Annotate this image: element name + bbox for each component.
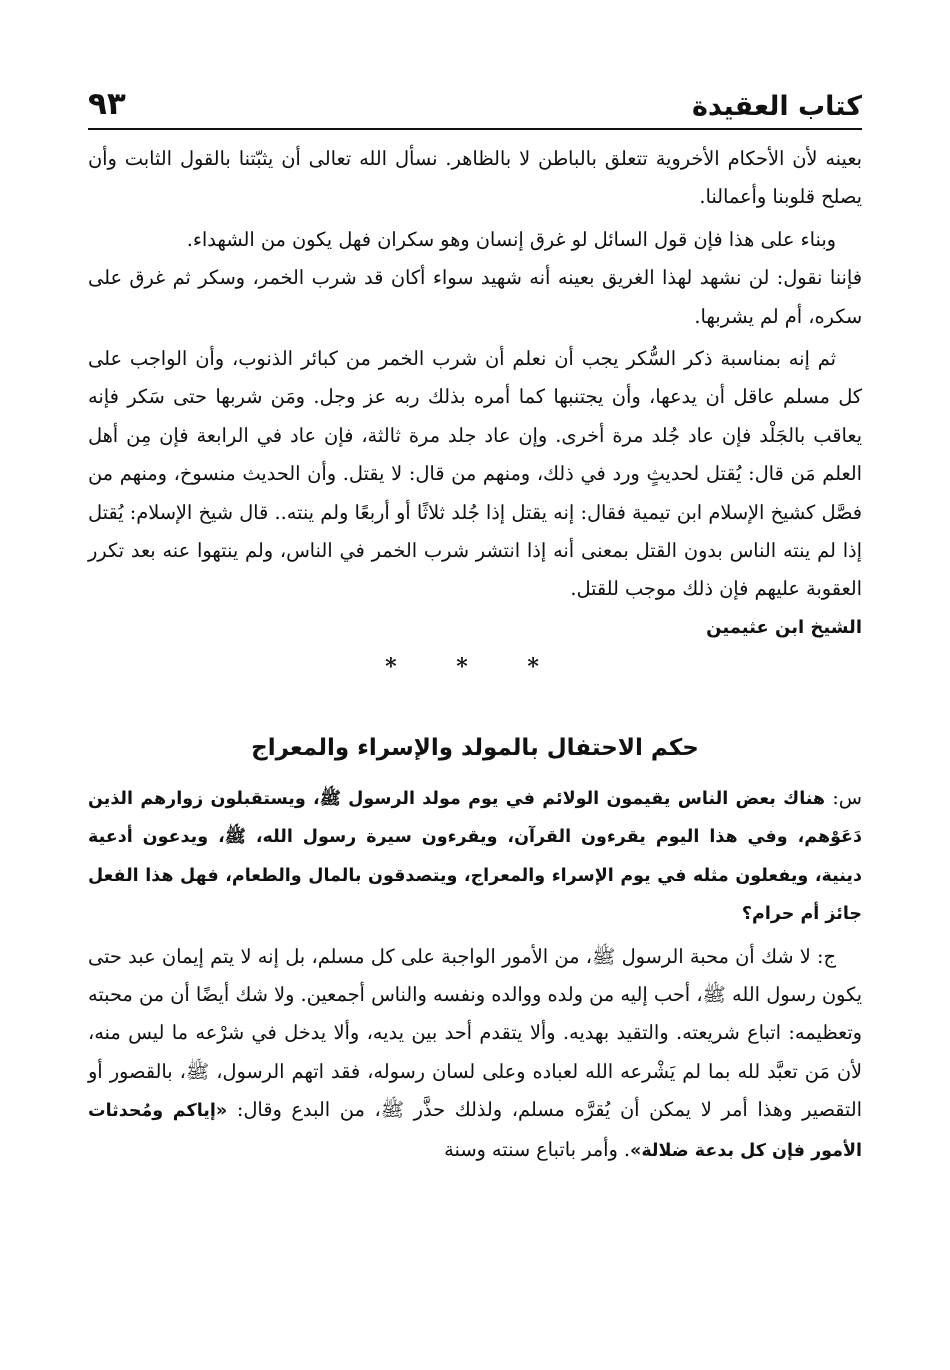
answer-text-continued: . وأمر باتباع سنته وسنة: [444, 1137, 631, 1161]
paragraph-1: بعينه لأن الأحكام الأخروية تتعلق بالباطن لا بالظاهر. نسأل الله تعالى أن يثبّتنا بالقول الثابت وأن يصلح قلوبنا وأعمالنا.: [88, 147, 862, 209]
hadith-quote: «إياكم ومُحدثات الأمور فإن كل بدعة ضلالة»: [88, 1101, 862, 1161]
page-number: ٩٣: [88, 86, 126, 122]
page-header: [88, 80, 862, 130]
paragraph-3: فإننا نقول: لن نشهد لهذا الغريق بعينه أنه شهيد سواء أكان قد شرب الخمر، وسكر ثم غرق على سكره، أم لم يشربها.: [88, 266, 862, 328]
question-text: هناك بعض الناس يقيمون الولائم في يوم مولد الرسول ﷺ، ويستقبلون زوارهم الذين دَعَوْهم، وفي هذا اليوم يقرءون القرآن، ويقرءون سيرة رسول الله، ﷺ، ويدعون أدعية دينية، ويفعلون مثله في يوم الإسراء والمعراج، ويتصدقون بالمال والطعام، فهل هذا الفعل جائز أم حرام؟: [88, 788, 862, 925]
question-paragraph: [88, 779, 862, 934]
paragraph-2: وبناء على هذا فإن قول السائل لو غرق إنسان وهو سكران فهل يكون من الشهداء.: [186, 227, 836, 251]
question-prefix: س:: [832, 786, 862, 809]
book-title: كتاب العقيدة: [691, 91, 862, 122]
answer-text: ج: لا شك أن محبة الرسول ﷺ، من الأمور الواجبة على كل مسلم، بل إنه لا يتم إيمان عبد حتى يكون رسول الله ﷺ، أحب إليه من ولده ووالده ونفسه والناس أجمعين. ولا شك أيضًا أن من محبته وتعظيمه: اتباع شريعته. والتقيد بهديه. وألا يتقدم أحد بين يديه، وألا يدخل في شرْعه ما ليس منه، لأن مَن تعبَّد لله بما لم يَشْرعه الله لعباده وعلى لسان رسوله، فقد اتهم الرسول، ﷺ، بالقصور أو التقصير وهذا أمر لا يمكن أن يُقرَّه مسلم، ولذلك حذَّر ﷺ، من البدع وقال:: [88, 944, 862, 1122]
paragraph-4: ثم إنه بمناسبة ذكر السُّكر يجب أن نعلم أن شرب الخمر من كبائر الذنوب، وأن الواجب على كل مسلم عاقل أن يدعها، وأن يجتنبها كما أمره بذلك ربه عز وجل. ومَن شربها حتى سَكر فإنه يعاقب بالجَلْد فإن عاد جُلد مرة أخرى. وإن عاد جلد مرة ثالثة، فإن عاد في الرابعة فإن مِن أهل العلم مَن قال: يُقتل لحديثٍ ورد في ذلك، ومنهم من قال: لا يقتل. وأن الحديث منسوخ، ومنهم من فصَّل كشيخ الإسلام ابن تيمية فقال: إنه يقتل إذا جُلد ثلاثًا أو أربعًا ولم ينته.. قال شيخ الإسلام: يُقتل إذا لم ينته الناس بدون القتل بمعنى أنه إذا انتشر شرب الخمر في الناس، ولم ينتهوا عنه بعد تكرر العقوبة عليهم فإن ذلك موجب للقتل.: [88, 347, 862, 601]
page-body: [88, 140, 862, 1170]
section-separator: * * *: [385, 653, 565, 680]
signature: الشيخ ابن عثيمين: [706, 616, 862, 638]
answer-paragraph: [88, 938, 862, 1170]
section-title: حكم الاحتفال بالمولد والإسراء والمعراج: [251, 734, 699, 761]
